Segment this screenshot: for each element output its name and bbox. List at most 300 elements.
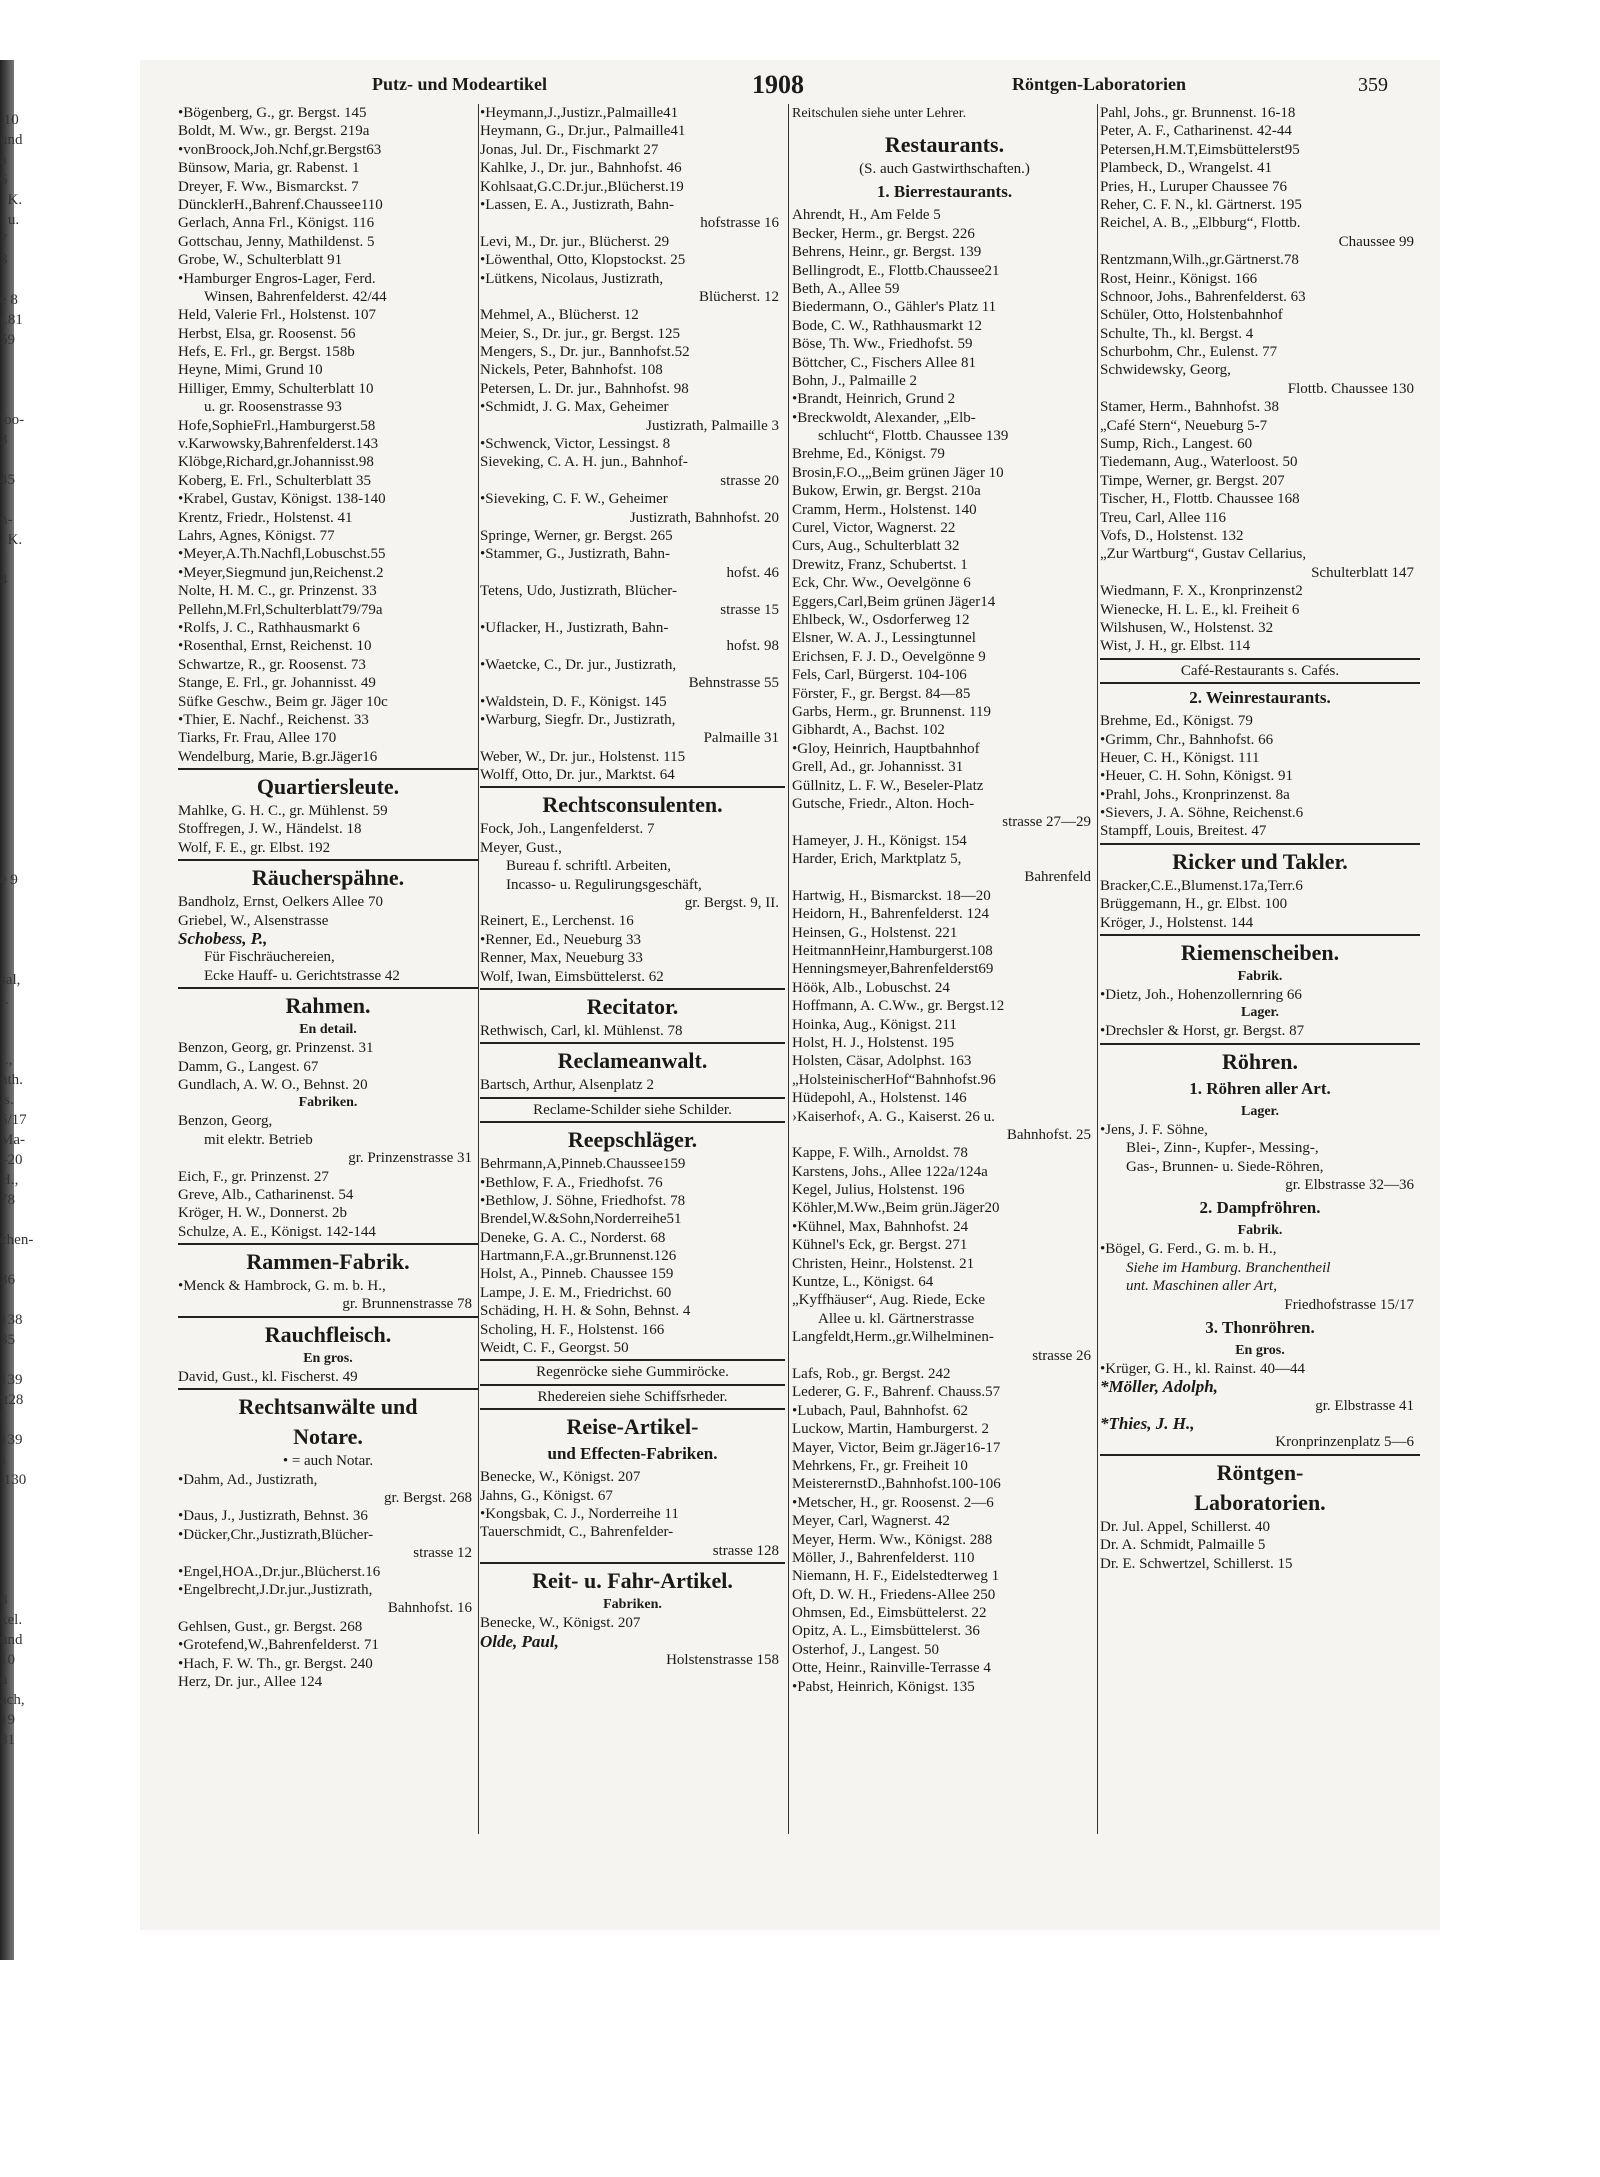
directory-entry: Wolf, F. E., gr. Elbst. 192 — [178, 839, 331, 856]
margin-fragment — [0, 350, 60, 370]
directory-entry: Schnoor, Johs., Bahrenfelderst. 63 — [1100, 288, 1306, 305]
section-heading: Riemenscheiben. — [1180, 940, 1340, 966]
directory-entry: Reinert, E., Lerchenst. 16 — [480, 913, 634, 930]
directory-entry: Boldt, M. Ww., gr. Bergst. 219a — [178, 123, 370, 140]
margin-fragment — [0, 1490, 60, 1510]
margin-fragment: 7 — [0, 232, 8, 248]
margin-fragment: e 9 — [0, 872, 18, 888]
margin-fragment — [0, 710, 60, 730]
section-divider — [480, 1384, 785, 1386]
directory-entry: Böse, Th. Ww., Friedhofst. 59 — [792, 336, 973, 353]
directory-entry: Brosin,F.O.,„Beim grünen Jäger 10 — [792, 464, 1004, 481]
directory-entry: strasse 15 — [720, 601, 779, 618]
margin-fragment: t.81 — [0, 312, 23, 328]
directory-entry: Weidt, C. F., Georgst. 50 — [480, 1340, 629, 1357]
margin-fragment — [0, 1010, 60, 1030]
directory-entry: Mehrkens, Fr., gr. Freiheit 10 — [792, 1457, 968, 1474]
margin-fragment — [0, 790, 60, 810]
directory-entry: David, Gust., kl. Fischerst. 49 — [178, 1368, 358, 1385]
directory-entry: Curel, Victor, Wagnerst. 22 — [792, 520, 956, 537]
directory-entry: •Engelbrecht,J.Dr.jur.,Justizrath, — [178, 1582, 373, 1598]
margin-fragment — [0, 670, 60, 690]
directory-entry: Brehme, Ed., Königst. 79 — [792, 446, 945, 463]
section-heading: Röntgen- — [1216, 1459, 1304, 1485]
margin-fragment — [0, 610, 60, 630]
directory-entry: Curs, Aug., Schulterblatt 32 — [792, 538, 960, 555]
margin-fragment: chen- — [0, 1232, 34, 1248]
section-divider — [480, 1042, 785, 1044]
directory-entry: Brehme, Ed., Königst. 79 — [1100, 713, 1253, 730]
margin-fragment: I. — [0, 992, 9, 1008]
directory-entry: •Krüger, G. H., kl. Rainst. 40—44 — [1100, 1360, 1306, 1377]
directory-entry: *Möller, Adolph, — [1100, 1377, 1218, 1397]
margin-fragment — [0, 910, 60, 930]
directory-entry: Scholing, H. F., Holstenst. 166 — [480, 1321, 665, 1338]
directory-entry: Heyne, Mimi, Grund 10 — [178, 362, 323, 379]
directory-entry: Wiedmann, F. X., Kronprinzenst2 — [1100, 583, 1303, 600]
margin-fragment: e 8 — [0, 292, 18, 308]
directory-entry: strasse 20 — [720, 472, 779, 489]
margin-fragment — [0, 750, 60, 770]
directory-entry: Ohmsen, Ed., Eimsbüttelerst. 22 — [792, 1605, 987, 1622]
directory-entry: •Daus, J., Justizrath, Behnst. 36 — [178, 1508, 368, 1525]
margin-fragment: ach, — [0, 1692, 25, 1708]
directory-entry: HeitmannHeinr,Hamburgerst.108 — [792, 943, 993, 960]
directory-entry: *Thies, J. H., — [1100, 1414, 1195, 1434]
directory-entry: Renner, Max, Neueburg 33 — [480, 950, 643, 967]
directory-entry: Meyer, Gust., — [480, 839, 562, 856]
directory-entry: Koberg, E. Frl., Schulterblatt 35 — [178, 472, 372, 489]
directory-entry: Reclame-Schilder siehe Schilder. — [533, 1101, 732, 1118]
directory-entry: Levi, M., Dr. jur., Blücherst. 29 — [480, 233, 670, 250]
directory-entry: •Meyer,Siegmund jun,Reichenst.2 — [178, 564, 384, 581]
directory-entry: Dr. A. Schmidt, Palmaille 5 — [1100, 1537, 1266, 1554]
section-divider — [178, 1388, 478, 1390]
margin-fragment: Ma- — [0, 1132, 25, 1148]
margin-fragment — [0, 730, 60, 750]
directory-entry: Erichsen, F. J. D., Oevelgönne 9 — [792, 648, 986, 665]
directory-entry: Möller, J., Bahrenfelderst. 110 — [792, 1549, 975, 1566]
directory-entry: Bellingrodt, E., Flottb.Chaussee21 — [792, 262, 1000, 279]
margin-fragment: nth. — [0, 1072, 23, 1088]
section-divider — [480, 1562, 785, 1564]
section-divider — [1100, 682, 1420, 684]
directory-entry: Oft, D. W. H., Friedens-Allee 250 — [792, 1586, 996, 1603]
subheading: Fabrik. — [1237, 969, 1283, 985]
margin-fragment — [0, 1030, 60, 1050]
section-divider — [1100, 1454, 1420, 1456]
directory-entry: Brüggemann, H., gr. Elbst. 100 — [1100, 896, 1288, 913]
margin-fragment: 4 — [0, 572, 8, 588]
directory-entry: Wienecke, H. L. E., kl. Freiheit 6 — [1100, 601, 1300, 618]
directory-entry: Wilshusen, W., Holstenst. 32 — [1100, 619, 1274, 636]
directory-entry: Heinsen, G., Holstenst. 221 — [792, 924, 958, 941]
directory-entry: •Thier, E. Nachf., Reichenst. 33 — [178, 711, 369, 728]
section-divider — [178, 768, 478, 770]
directory-entry: •Dahm, Ad., Justizrath, — [178, 1471, 318, 1488]
directory-entry: Stamer, Herm., Bahnhofst. 38 — [1100, 399, 1279, 416]
directory-entry: Behrmann,A,Pinneb.Chaussee159 — [480, 1156, 686, 1173]
directory-entry: Meier, S., Dr. jur., gr. Bergst. 125 — [480, 325, 680, 342]
directory-entry: Reher, C. F. N., kl. Gärtnerst. 195 — [1100, 196, 1302, 213]
margin-fragment: 45 — [0, 472, 15, 488]
directory-entry: Benecke, W., Königst. 207 — [480, 1615, 641, 1632]
margin-fragment — [0, 930, 60, 950]
directory-entry: Kuntze, L., Königst. 64 — [792, 1274, 934, 1291]
directory-entry: mit elektr. Betrieb — [204, 1131, 313, 1148]
subheading: Fabrik. — [1237, 1223, 1283, 1239]
directory-entry: Krentz, Friedr., Holstenst. 41 — [178, 509, 353, 526]
directory-entry: Mahlke, G. H. C., gr. Mühlenst. 59 — [178, 803, 388, 820]
directory-entry: •Schmidt, J. G. Max, Geheimer — [480, 399, 669, 416]
directory-entry: Nickels, Peter, Bahnhofst. 108 — [480, 362, 663, 379]
directory-entry: strasse 26 — [1032, 1347, 1091, 1364]
margin-fragment: 138 — [0, 1312, 23, 1328]
directory-entry: Dr. E. Schwertzel, Schillerst. 15 — [1100, 1555, 1293, 1572]
directory-entry: Schulterblatt 147 — [1311, 564, 1414, 581]
margin-fragment — [0, 1510, 60, 1530]
directory-entry: Kahlke, J., Dr. jur., Bahnhofst. 46 — [480, 160, 682, 177]
directory-entry: Bünsow, Maria, gr. Rabenst. 1 — [178, 160, 360, 177]
directory-entry: Lahrs, Agnes, Königst. 77 — [178, 527, 335, 544]
directory-entry: Hameyer, J. H., Königst. 154 — [792, 832, 967, 849]
directory-entry: Tauerschmidt, C., Bahrenfelder- — [480, 1524, 674, 1541]
section-divider — [1100, 658, 1420, 660]
directory-entry: Holst, H. J., Holstenst. 195 — [792, 1034, 955, 1051]
margin-fragment — [0, 810, 60, 830]
directory-entry: gr. Brunnenstrasse 78 — [342, 1296, 472, 1313]
section-heading: Notare. — [293, 1424, 363, 1450]
section-divider — [480, 1359, 785, 1361]
margin-fragment — [0, 1210, 60, 1230]
directory-entry: Luckow, Martin, Hamburgerst. 2 — [792, 1421, 990, 1438]
directory-entry: Wist, J. H., gr. Elbst. 114 — [1100, 638, 1251, 655]
margin-fragment — [0, 830, 60, 850]
directory-entry: •Drechsler & Horst, gr. Bergst. 87 — [1100, 1023, 1305, 1040]
directory-entry: strasse 27—29 — [1002, 814, 1091, 831]
section-heading: Reepschläger. — [567, 1127, 698, 1153]
directory-entry: unt. Maschinen aller Art, — [1126, 1278, 1277, 1295]
margin-fragment — [0, 270, 60, 290]
margin-fragment — [0, 630, 60, 650]
margin-fragment: I., — [0, 1052, 13, 1068]
directory-entry: Tiarks, Fr. Frau, Allee 170 — [178, 730, 337, 747]
directory-entry: Schüler, Otto, Holstenbahnhof — [1100, 307, 1283, 324]
directory-entry: hofstrasse 16 — [700, 215, 779, 232]
directory-entry: Mayer, Victor, Beim gr.Jäger16-17 — [792, 1439, 1001, 1456]
directory-entry: Jonas, Jul. Dr., Fischmarkt 27 — [480, 141, 659, 158]
margin-fragment: , K. — [0, 192, 23, 208]
margin-fragment — [0, 1350, 60, 1370]
section-divider — [178, 987, 478, 989]
section-divider — [480, 988, 785, 990]
directory-entry: Rentzmann,Wilh.,gr.Gärtnerst.78 — [1100, 252, 1299, 269]
directory-entry: •Krabel, Gustav, Königst. 138-140 — [178, 491, 386, 508]
subheading: En gros. — [1235, 1342, 1285, 1358]
directory-entry: Schobess, P., — [178, 929, 268, 949]
directory-entry: Flottb. Chaussee 130 — [1287, 380, 1414, 397]
section-divider — [1100, 843, 1420, 845]
margin-fragment: .130 — [0, 1472, 27, 1488]
directory-entry: •Lütkens, Nicolaus, Justizrath, — [480, 270, 664, 287]
section-heading: Rechtsconsulenten. — [542, 792, 723, 818]
directory-entry: •Gloy, Heinrich, Hauptbahnhof — [792, 740, 980, 757]
directory-entry: •Schwenck, Victor, Lessingst. 8 — [480, 436, 671, 453]
margin-fragment: 8 — [0, 1592, 8, 1608]
directory-entry: „HolsteinischerHof“Bahnhofst.96 — [792, 1071, 996, 1088]
directory-entry: Friedhofstrasse 15/17 — [1284, 1296, 1414, 1313]
margin-fragment: /s. — [0, 1092, 14, 1108]
directory-entry: Nolte, H. M. C., gr. Prinzenst. 33 — [178, 583, 377, 600]
margin-fragment: 78 — [0, 1192, 15, 1208]
section-divider — [480, 1121, 785, 1123]
directory-entry: •Metscher, H., gr. Roosenst. 2—6 — [792, 1494, 994, 1511]
section-heading: 2. Dampfröhren. — [1199, 1198, 1321, 1218]
directory-entry: •Rolfs, J. C., Rathhausmarkt 6 — [178, 619, 360, 636]
directory-entry: •Bethlow, J. Söhne, Friedhofst. 78 — [480, 1192, 686, 1209]
directory-entry: Grell, Ad., gr. Johannisst. 31 — [792, 759, 964, 776]
margin-fragment: 10 — [0, 1652, 15, 1668]
section-divider — [1100, 1043, 1420, 1045]
directory-entry: •Heuer, C. H. Sohn, Königst. 91 — [1100, 768, 1293, 785]
section-heading: Röhren. — [1222, 1048, 1298, 1074]
directory-entry: Mengers, S., Dr. jur., Bannhofst.52 — [480, 344, 690, 361]
directory-entry: Behnstrasse 55 — [688, 675, 779, 692]
directory-entry: Behrens, Heinr., gr. Bergst. 139 — [792, 244, 982, 261]
directory-entry: Bureau f. schriftl. Arbeiten, — [506, 858, 671, 875]
crossref-note: Reitschulen siehe unter Lehrer. — [792, 106, 967, 121]
directory-entry: Petersen, L. Dr. jur., Bahnhofst. 98 — [480, 380, 689, 397]
directory-entry: Förster, F., gr. Bergst. 84—85 — [792, 685, 971, 702]
margin-fragment: –20 — [0, 1152, 23, 1168]
section-divider — [480, 786, 785, 788]
header-year: 1908 — [752, 70, 804, 99]
directory-entry: Petersen,H.M.T,Eimsbüttelerst95 — [1100, 141, 1300, 158]
directory-entry: •Lubach, Paul, Bahnhofst. 62 — [792, 1402, 969, 1419]
directory-entry: Justizrath, Palmaille 3 — [646, 417, 779, 434]
directory-entry: Biedermann, O., Gähler's Platz 11 — [792, 299, 997, 316]
directory-entry: •Renner, Ed., Neueburg 33 — [480, 931, 642, 948]
directory-entry: Otte, Heinr., Rainville-Terrasse 4 — [792, 1660, 991, 1677]
margin-fragment: 35 — [0, 1332, 15, 1348]
directory-entry: Hüdepohl, A., Holstenst. 146 — [792, 1090, 967, 1107]
directory-entry: Karstens, Johs., Allee 122a/124a — [792, 1163, 988, 1180]
directory-entry: Gibhardt, A., Bachst. 102 — [792, 722, 945, 739]
directory-entry: Schwartze, R., gr. Roosenst. 73 — [178, 656, 366, 673]
directory-entry: Tiedemann, Aug., Waterloost. 50 — [1100, 454, 1298, 471]
margin-fragment: .10 — [0, 112, 19, 128]
directory-entry: Gerlach, Anna Frl., Königst. 116 — [178, 215, 375, 232]
directory-entry: schlucht“, Flottb. Chaussee 139 — [818, 428, 1009, 445]
directory-entry: Kühnel's Eck, gr. Bergst. 271 — [792, 1237, 968, 1254]
directory-entry: Osterhof, J., Langest. 50 — [792, 1641, 940, 1658]
directory-entry: Holstenstrasse 158 — [666, 1651, 779, 1668]
section-heading: Restaurants. — [884, 132, 1005, 157]
directory-entry: Fels, Carl, Bürgerst. 104-106 — [792, 667, 967, 684]
directory-entry: Pries, H., Luruper Chaussee 76 — [1100, 178, 1288, 195]
directory-entry: Damm, G., Langest. 67 — [178, 1058, 319, 1075]
directory-entry: Plambeck, D., Wrangelst. 41 — [1100, 160, 1273, 177]
directory-entry: Kröger, J., Holstenst. 144 — [1100, 914, 1254, 931]
margin-fragment — [0, 950, 60, 970]
directory-entry: Köhler,M.Ww.,Beim grün.Jäger20 — [792, 1200, 1000, 1217]
directory-entry: Eggers,Carl,Beim grünen Jäger14 — [792, 593, 996, 610]
directory-entry: Bahrenfeld — [1024, 869, 1091, 886]
directory-entry: Deneke, G. A. C., Norderst. 68 — [480, 1229, 666, 1246]
directory-entry: Höök, Alb., Lobuschst. 24 — [792, 979, 950, 996]
previous-page-margin — [0, 110, 60, 1750]
directory-entry: Bandholz, Ernst, Oelkers Allee 70 — [178, 894, 383, 911]
margin-fragment: 3 — [0, 432, 8, 448]
section-heading: 1. Röhren aller Art. — [1189, 1078, 1331, 1098]
directory-entry: MeisterernstD.,Bahnhofst.100-106 — [792, 1476, 1001, 1493]
directory-entry: Justizrath, Bahnhofst. 20 — [629, 509, 779, 526]
directory-entry: Weber, W., Dr. jur., Holstenst. 115 — [480, 748, 686, 765]
directory-entry: Brendel,W.&Sohn,Norderreihe51 — [480, 1211, 682, 1228]
directory-entry: Bahnhofst. 25 — [1006, 1126, 1091, 1143]
directory-entry: Beth, A., Allee 59 — [792, 280, 900, 297]
section-heading: Rauchfleisch. — [264, 1321, 392, 1347]
directory-entry: •Warburg, Siegfr. Dr., Justizrath, — [480, 711, 676, 728]
directory-entry: Palmaille 31 — [703, 730, 779, 747]
directory-entry: Heymann, G., Dr.jur., Palmaille41 — [480, 123, 686, 140]
section-divider — [178, 1316, 478, 1318]
margin-fragment: und — [0, 1632, 23, 1648]
margin-fragment — [0, 770, 60, 790]
directory-entry: Kröger, H. W., Donnerst. 2b — [178, 1205, 347, 1222]
directory-entry: Bohn, J., Palmaille 2 — [792, 372, 917, 389]
directory-entry: •Grimm, Chr., Bahnhofst. 66 — [1100, 731, 1274, 748]
margin-fragment — [0, 1570, 60, 1590]
directory-entry: Kohlsaat,G.C.Dr.jur.,Blücherst.19 — [480, 178, 684, 195]
directory-entry: •Bögel, G. Ferd., G. m. b. H., — [1100, 1241, 1277, 1258]
directory-entry: Niemann, H. F., Eidelstedterweg 1 — [792, 1568, 1000, 1585]
directory-entry: •Rosenthal, Ernst, Reichenst. 10 — [178, 638, 372, 655]
directory-entry: Siehe im Hamburg. Branchentheil — [1126, 1259, 1331, 1276]
directory-entry: Eich, F., gr. Prinzenst. 27 — [178, 1168, 329, 1185]
section-heading: Rahmen. — [285, 993, 371, 1019]
margin-fragment: 139 — [0, 1372, 23, 1388]
margin-fragment — [0, 370, 60, 390]
directory-entry: Tischer, H., Flottb. Chaussee 168 — [1100, 491, 1300, 508]
directory-entry: •Jens, J. F. Söhne, — [1100, 1121, 1208, 1138]
directory-entry: Lederer, G. F., Bahrenf. Chauss.57 — [792, 1384, 1001, 1401]
directory-entry: Meyer, Carl, Wagnerst. 42 — [792, 1513, 950, 1530]
margin-fragment: , K. — [0, 532, 23, 548]
directory-entry: •Stammer, G., Justizrath, Bahn- — [480, 546, 671, 563]
directory-entry: •Sieveking, C. F. W., Geheimer — [480, 491, 668, 508]
section-heading: 2. Weinrestaurants. — [1189, 688, 1331, 708]
directory-entry: Grobe, W., Schulterblatt 91 — [178, 252, 343, 269]
margin-fragment: 59 — [0, 332, 15, 348]
directory-entry: Herz, Dr. jur., Allee 124 — [178, 1673, 323, 1690]
directory-entry: „Café Stern“, Neueburg 5-7 — [1100, 417, 1268, 434]
directory-entry: Hartwig, H., Bismarckst. 18—20 — [792, 887, 991, 904]
directory-entry: Sieveking, C. A. H. jun., Bahnhof- — [480, 454, 688, 471]
column-rule — [478, 104, 479, 1834]
directory-entry: DüncklerH.,Bahrenf.Chaussee110 — [178, 196, 383, 213]
directory-entry: Lampe, J. E. M., Friedrichst. 60 — [480, 1284, 672, 1301]
directory-entry: Regenröcke siehe Gummiröcke. — [536, 1364, 729, 1381]
section-heading: Rechtsanwälte und — [238, 1394, 418, 1420]
margin-fragment — [0, 650, 60, 670]
directory-entry: Jahns, G., Königst. 67 — [480, 1487, 613, 1504]
directory-entry: •Lassen, E. A., Justizrath, Bahn- — [480, 196, 674, 213]
margin-fragment: tt28 — [0, 1392, 24, 1408]
directory-entry: Herbst, Elsa, gr. Roosenst. 56 — [178, 325, 356, 342]
directory-entry: •Pabst, Heinrich, Königst. 135 — [792, 1678, 975, 1695]
subheading: Lager. — [1241, 1005, 1279, 1021]
directory-entry: u. gr. Roosenstrasse 93 — [204, 399, 342, 416]
margin-fragment: 6 — [0, 172, 8, 188]
directory-entry: Ecke Hauff- u. Gerichtstrasse 42 — [204, 967, 400, 984]
page-number: 359 — [1358, 74, 1388, 96]
directory-entry: Winsen, Bahrenfelderst. 42/44 — [204, 288, 387, 305]
directory-entry: Süfke Geschw., Beim gr. Jäger 10c — [178, 693, 388, 710]
margin-fragment — [0, 590, 60, 610]
directory-entry: Lafs, Rob., gr. Bergst. 242 — [792, 1366, 951, 1382]
directory-entry: •Uflacker, H., Justizrath, Bahn- — [480, 619, 669, 636]
margin-fragment — [0, 1290, 60, 1310]
directory-entry: •Sievers, J. A. Söhne, Reichenst.6 — [1100, 805, 1304, 822]
directory-entry: Pellehn,M.Frl,Schulterblatt79/79a — [178, 601, 383, 618]
margin-fragment: H., — [0, 1172, 19, 1188]
directory-entry: Gehlsen, Gust., gr. Bergst. 268 — [178, 1618, 363, 1635]
directory-entry: Henningsmeyer,Bahrenfelderst69 — [792, 961, 994, 978]
margin-fragment — [0, 1530, 60, 1550]
directory-entry: Springe, Werner, gr. Bergst. 265 — [480, 527, 673, 544]
section-heading: Räucherspähne. — [251, 865, 405, 891]
directory-entry: Wolf, Iwan, Eimsbüttelerst. 62 — [480, 968, 664, 985]
directory-entry: Benzon, Georg, — [178, 1113, 273, 1130]
directory-entry: Für Fischräuchereien, — [204, 949, 335, 966]
column-1 — [178, 104, 478, 1691]
directory-entry: „Kyffhäuser“, Aug. Riede, Ecke — [792, 1292, 985, 1309]
section-heading: Reise-Artikel- — [566, 1414, 699, 1440]
directory-entry: Stoffregen, J. W., Händelst. 18 — [178, 821, 362, 838]
directory-entry: Schulze, A. E., Königst. 142-144 — [178, 1223, 376, 1240]
directory-entry: Peter, A. F., Catharinenst. 42-44 — [1100, 123, 1292, 140]
column-3 — [792, 128, 1097, 1696]
directory-entry: Greve, Alb., Catharinenst. 54 — [178, 1186, 354, 1203]
directory-entry: •Waetcke, C., Dr. jur., Justizrath, — [480, 656, 677, 673]
directory-entry: Incasso- u. Regulirungsgeschäft, — [506, 876, 702, 893]
directory-entry: Stange, E. Frl., gr. Johannisst. 49 — [178, 675, 376, 692]
directory-entry: Dreyer, F. Ww., Bismarckst. 7 — [178, 178, 359, 195]
section-divider — [178, 1243, 478, 1245]
margin-fragment: a — [0, 152, 7, 168]
directory-entry: Bahnhofst. 16 — [387, 1600, 472, 1617]
directory-entry: Allee u. kl. Gärtnerstrasse — [818, 1310, 975, 1327]
directory-entry: Rhedereien siehe Schiffsrheder. — [537, 1388, 728, 1405]
column-4 — [1100, 104, 1420, 1573]
directory-entry: Elsner, W. A. J., Lessingtunnel — [792, 630, 976, 647]
directory-entry: Schäding, H. H. & Sohn, Behnst. 4 — [480, 1303, 691, 1320]
margin-fragment: u — [0, 1672, 8, 1688]
subheading: En detail. — [299, 1022, 357, 1038]
directory-entry: •Kühnel, Max, Bahnhofst. 24 — [792, 1218, 969, 1235]
section-heading: 3. Thonröhren. — [1205, 1317, 1315, 1337]
directory-entry: Benecke, W., Königst. 207 — [480, 1469, 641, 1486]
margin-fragment: kel. — [0, 1612, 23, 1628]
margin-fragment: n- — [0, 512, 13, 528]
directory-entry: Bartsch, Arthur, Alsenplatz 2 — [480, 1077, 654, 1094]
margin-fragment: l — [0, 1412, 5, 1428]
section-heading: Recitator. — [586, 993, 679, 1019]
margin-fragment: 19 — [0, 1712, 15, 1728]
directory-entry: Held, Valerie Frl., Holstenst. 107 — [178, 307, 377, 324]
directory-entry: Schulte, Th., kl. Bergst. 4 — [1100, 325, 1254, 342]
